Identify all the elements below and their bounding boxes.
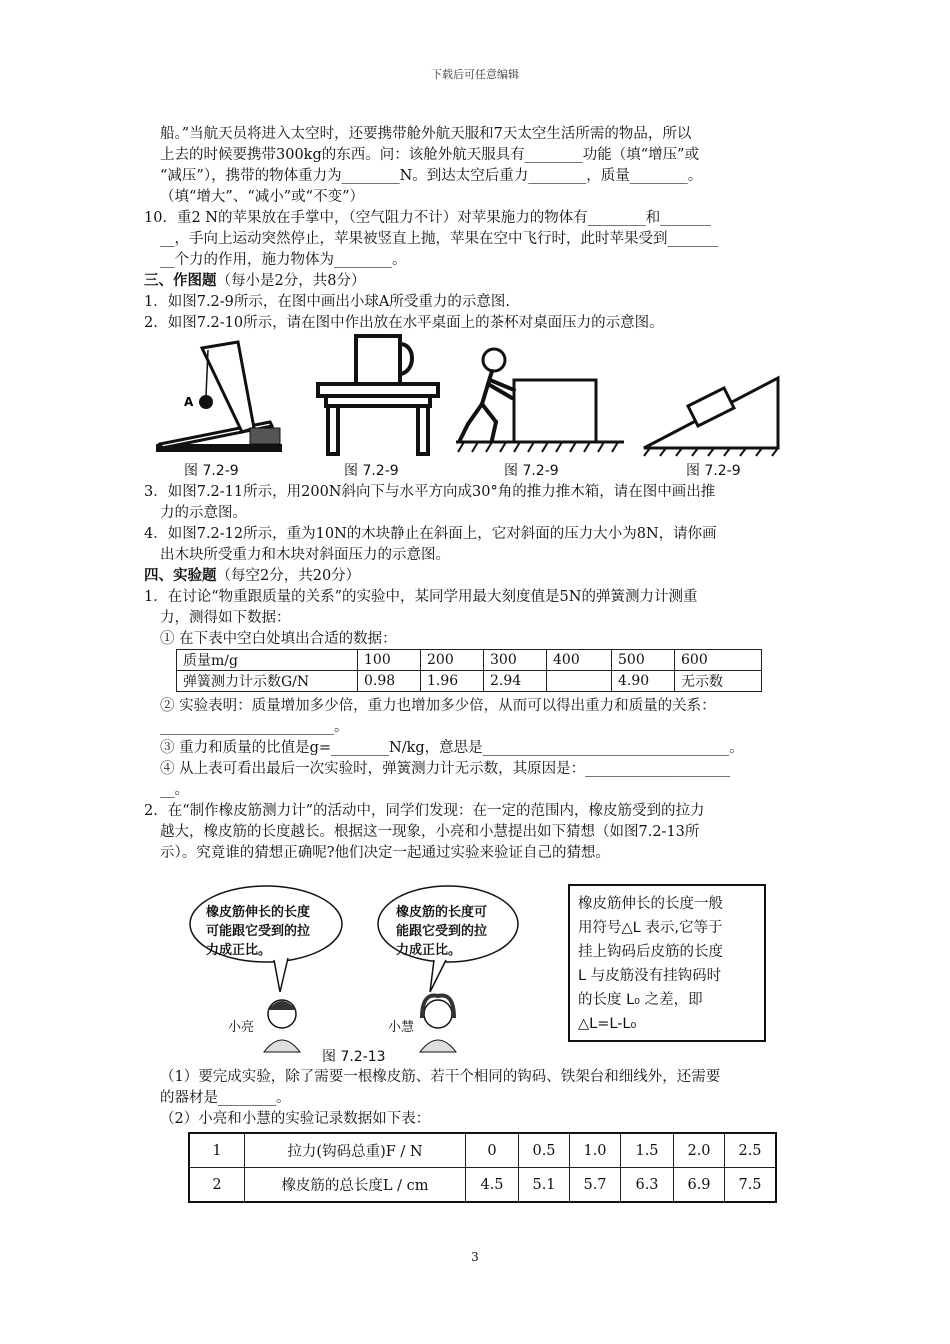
table-cell: 0 [466, 1133, 519, 1168]
girl-avatar [420, 995, 456, 1052]
text-line: “减压”），携带的物体重力为________N。到达太空后重力________，质量________。 [160, 168, 703, 184]
table-cell: 5.1 [519, 1168, 570, 1203]
table-cell: 4.5 [466, 1168, 519, 1203]
bubble-boy [206, 903, 310, 960]
text-line: （填“增大”、“减小”或“不变”） [160, 189, 364, 205]
figure-incline-block [640, 372, 782, 460]
figure-caption: 图 7.2-9 [504, 463, 559, 479]
note-line: 橡皮筋伸长的长度一般 [578, 896, 723, 912]
table-cell: 100 [358, 650, 421, 671]
figure-caption: 图 7.2-13 [322, 1049, 386, 1065]
question-line: ④ 从上表可看出最后一次实验时，弹簧测力计无示数，其原因是：____________________ [160, 761, 731, 777]
question-line: 1．如图7.2-9所示，在图中画出小球A所受重力的示意图. [144, 294, 510, 310]
table-cell: 300 [484, 650, 547, 671]
question-line: （2）小亮和小慧的实验记录数据如下表： [160, 1111, 431, 1127]
section-title: 四、实验题 [144, 567, 217, 584]
bubble-line: 能跟它受到的拉 [396, 924, 488, 939]
table-cell: 2.5 [725, 1133, 777, 1168]
question-line: __。 [160, 782, 189, 798]
page-number: 3 [471, 1250, 479, 1264]
table-cell: 无示数 [675, 671, 762, 692]
table-cell: 0.98 [358, 671, 421, 692]
ball-label: A [184, 395, 194, 409]
table-row [177, 650, 762, 671]
question-line: 4．如图7.2-12所示，重为10N的木块静止在斜面上，它对斜面的压力大小为8N，请你画 [144, 526, 717, 542]
section-title: 三、作图题 [144, 272, 217, 289]
bubble-line: 可能跟它受到的拉 [206, 924, 311, 939]
question-line: 2．如图7.2-10所示，请在图中作出放在水平桌面上的茶杯对桌面压力的示意图。 [144, 315, 664, 331]
question-line: 1．在讨论“物重跟质量的关系”的实验中，某同学用最大刻度值是5N的弹簧测力计测重 [144, 589, 698, 605]
section-note: （每空2分，共20分） [216, 568, 361, 584]
figure-caption: 图 7.2-9 [184, 463, 239, 479]
page-header: 下载后可任意编辑 [431, 68, 519, 81]
table-cell: 1.0 [570, 1133, 621, 1168]
note-line: △L=L-L₀ [578, 1016, 637, 1032]
table-cell: 2 [189, 1168, 245, 1203]
note-line: L 与皮筋没有挂钩码时 [578, 968, 722, 984]
table-cell: 1.5 [621, 1133, 674, 1168]
figure-caption: 图 7.2-9 [686, 463, 741, 479]
bubble-girl [396, 903, 487, 960]
question-line: ③ 重力和质量的比值是g=________N/kg，意思是__________________________________。 [160, 740, 744, 756]
table-cell: 200 [421, 650, 484, 671]
table-row [189, 1133, 776, 1168]
rubber-band-table [188, 1132, 777, 1203]
table-cell: 6.9 [674, 1168, 725, 1203]
table-cell: 拉力(钩码总重)F / N [245, 1133, 466, 1168]
table-cell: 2.0 [674, 1133, 725, 1168]
question-line: 出木块所受重力和木块对斜面压力的示意图。 [160, 547, 450, 563]
table-cell: 橡皮筋的总长度L / cm [245, 1168, 466, 1203]
section-note: （每小是2分，共8分） [216, 273, 366, 289]
definition-box [568, 884, 766, 1042]
question-line: 力，测得如下数据： [160, 610, 291, 626]
table-cell: 质量m/g [177, 650, 358, 671]
text-line: __个力的作用，施力物体为________。 [160, 252, 407, 268]
question-line: 越大，橡皮筋的长度越长。根据这一现象，小亮和小慧提出如下猜想（如图7.2-13所 [160, 824, 700, 840]
question-line: ② 实验表明：质量增加多少倍，重力也增加多少倍，从而可以得出重力和质量的关系： [160, 698, 716, 714]
table-cell: 5.7 [570, 1168, 621, 1203]
question-line: 力的示意图。 [160, 505, 247, 521]
table-cell: 500 [612, 650, 675, 671]
question-line: 2．在“制作橡皮筋测力计”的活动中，同学们发现：在一定的范围内，橡皮筋受到的拉力 [144, 803, 705, 819]
note-line: 挂上钩码后皮筋的长度 [578, 944, 723, 960]
bubble-line: 力成正比。 [396, 943, 462, 958]
figure-push-box [452, 340, 626, 460]
figure-cup-table [312, 332, 444, 460]
table-cell: 2.94 [484, 671, 547, 692]
table-cell: 7.5 [725, 1168, 777, 1203]
question-line: 示）。究竟谁的猜想正确呢?他们决定一起通过实验来验证自己的猜想。 [160, 845, 611, 861]
table-row [189, 1168, 776, 1203]
figure-ball-board [150, 336, 290, 460]
boy-avatar [264, 1000, 300, 1052]
text-line: __，手向上运动突然停止，苹果被竖直上抛，苹果在空中飞行时，此时苹果受到_______ [160, 231, 719, 247]
table-cell: 1 [189, 1133, 245, 1168]
table-cell: 6.3 [621, 1168, 674, 1203]
bubble-line: 力成正比。 [206, 943, 272, 958]
question-line: 3．如图7.2-11所示，用200N斜向下与水平方向成30°角的推力推木箱，请在图中画出推 [144, 484, 716, 500]
table-row [177, 671, 762, 692]
table-cell: 4.90 [612, 671, 675, 692]
table-cell-blank[interactable] [547, 671, 612, 692]
table-cell: 弹簧测力计示数G/N [177, 671, 358, 692]
table-cell: 600 [675, 650, 762, 671]
table-cell: 1.96 [421, 671, 484, 692]
mass-weight-table [176, 649, 762, 692]
text-line: 船。”当航天员将进入太空时，还要携带舱外航天服和7天太空生活所需的物品，所以 [160, 126, 692, 142]
section-heading [144, 271, 365, 291]
bubble-line: 橡皮筋的长度可 [396, 905, 488, 920]
name-label-boy: 小亮 [228, 1020, 255, 1035]
figure-caption: 图 7.2-9 [344, 463, 399, 479]
note-line: 的长度 L₀ 之差，即 [578, 992, 703, 1008]
table-cell: 0.5 [519, 1133, 570, 1168]
name-label-girl: 小慧 [388, 1020, 415, 1035]
text-line: 上去的时候要携带300kg的东西。问：该舱外航天服具有________功能（填“增压”或 [160, 147, 700, 163]
question-line: ________________________。 [160, 719, 349, 735]
question-line: （1）要完成实验，除了需要一根橡皮筋、若干个相同的钩码、铁架台和细线外，还需要 [160, 1069, 721, 1085]
question-line: ① 在下表中空白处填出合适的数据： [160, 631, 397, 647]
table-cell: 400 [547, 650, 612, 671]
section-heading [144, 566, 360, 586]
note-line: 用符号△L 表示,它等于 [578, 920, 723, 936]
text-line: 10．重2 N的苹果放在手掌中，（空气阻力不计）对苹果施力的物体有________和_______ [144, 210, 711, 226]
bubble-line: 橡皮筋伸长的长度 [206, 905, 311, 920]
question-line: 的器材是________。 [160, 1090, 291, 1106]
